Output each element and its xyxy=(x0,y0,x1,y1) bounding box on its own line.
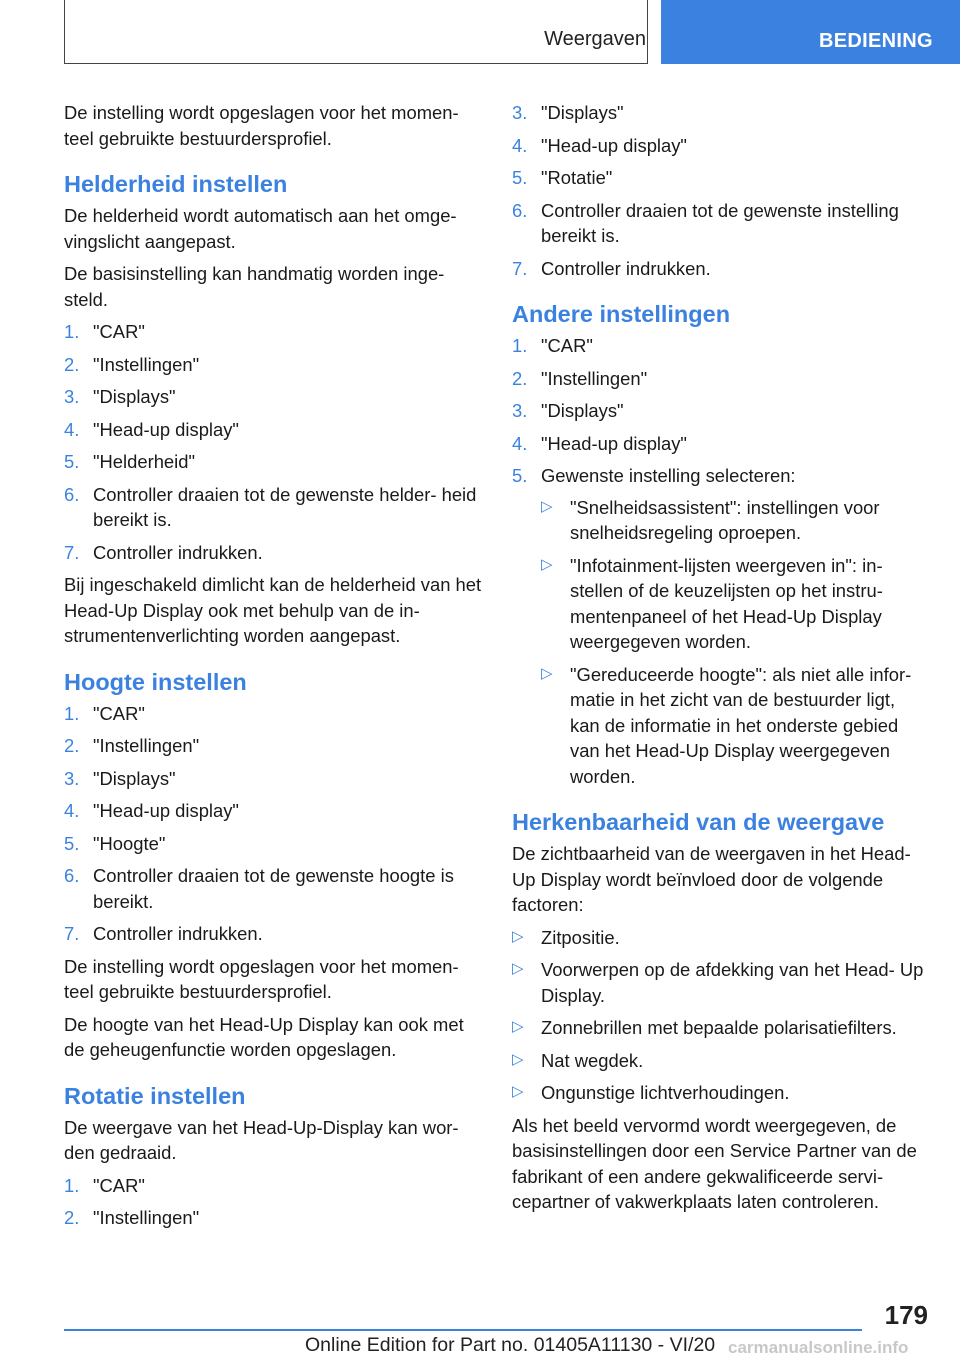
step-text: "Head-up display" xyxy=(93,800,239,821)
list-item xyxy=(64,701,482,727)
step-number: 2. xyxy=(64,735,80,756)
list-item xyxy=(64,733,482,759)
list-item xyxy=(64,417,482,443)
bullet-text: Voorwerpen op de afdekking van het Head- Up Display. xyxy=(541,959,924,1006)
step-number: 1. xyxy=(64,702,80,724)
step-number: 1. xyxy=(512,335,528,356)
other-settings-sub-bullets xyxy=(541,495,926,790)
watermark: carmanualsonline.info xyxy=(728,1338,909,1357)
step-number: 7. xyxy=(64,541,80,563)
brightness-steps xyxy=(64,319,482,565)
step-text: "Instellingen" xyxy=(93,1207,200,1228)
step-number: 7. xyxy=(64,923,80,944)
bullet-text: "Gereduceerde hoogte": als niet alle infor- matie in het zicht van de bestuurder ligt, kan de informatie in het onderste gebied van het Head-Up Display weergegeven worden. xyxy=(570,663,912,787)
step-text: "Instellingen" xyxy=(93,353,200,375)
bullet-text: "Snelheidsassistent": instellingen voor snelheidsregeling oproepen. xyxy=(570,496,880,543)
list-item xyxy=(512,398,926,424)
right-column xyxy=(512,100,926,1222)
bullet-text: Zonnebrillen met bepaalde polarisatiefilters. xyxy=(541,1017,897,1038)
list-item xyxy=(512,957,926,1008)
list-item xyxy=(512,333,926,359)
header-section-title: Weergaven xyxy=(544,28,646,50)
header-chapter-label: BEDIENING xyxy=(819,30,933,52)
bullet-text: "Infotainment-lijsten weergeven in": in- stellen of de keuzelijsten op het instru- mentenpaneel of het Head-Up Display weergegeven worden. xyxy=(570,554,883,652)
list-item xyxy=(64,831,482,857)
list-item xyxy=(64,1173,482,1199)
list-item xyxy=(512,256,926,282)
step-number: 4. xyxy=(64,418,80,440)
list-item xyxy=(64,319,482,345)
step-text: Controller draaien tot de gewenste hoogte is bereikt. xyxy=(93,865,454,912)
step-number: 5. xyxy=(512,167,528,188)
step-text: Gewenste instelling selecteren: xyxy=(541,465,796,486)
rotation-steps-start xyxy=(64,1173,482,1231)
step-number: 2. xyxy=(64,353,80,375)
visibility-bullets xyxy=(512,925,926,1106)
step-text: "Displays" xyxy=(541,400,624,421)
step-number: 5. xyxy=(64,451,80,472)
list-item xyxy=(64,921,482,947)
list-item xyxy=(64,798,482,824)
step-text: "Displays" xyxy=(93,767,176,789)
visibility-paragraph-1: De zichtbaarheid van de weergaven in het Head- Up Display wordt beïnvloed door de volgende factoren: xyxy=(512,843,911,915)
height-steps xyxy=(64,701,482,947)
step-number: 3. xyxy=(512,400,528,421)
step-text: "CAR" xyxy=(93,321,145,342)
list-item xyxy=(64,352,482,378)
step-number: 3. xyxy=(64,767,80,789)
brightness-heading: Helderheid instellen xyxy=(64,171,288,197)
step-number: 4. xyxy=(512,134,528,156)
list-item xyxy=(541,553,926,655)
list-item xyxy=(512,925,926,951)
list-item xyxy=(64,766,482,792)
brightness-paragraph-1: De helderheid wordt automatisch aan het omge- vingslicht aangepast. xyxy=(64,205,457,252)
step-text: "Head-up display" xyxy=(541,134,687,156)
list-item xyxy=(512,431,926,457)
triangle-bullet-icon: ▷ xyxy=(512,1083,524,1100)
height-paragraph-1: De instelling wordt opgeslagen voor het momen- teel gebruikte bestuurdersprofiel. xyxy=(64,955,459,1002)
height-paragraph-2: De hoogte van het Head-Up Display kan ook met de geheugenfunctie worden opgeslagen. xyxy=(64,1013,464,1060)
triangle-bullet-icon: ▷ xyxy=(512,1018,524,1035)
step-text: "Rotatie" xyxy=(541,167,613,188)
step-number: 5. xyxy=(64,832,80,854)
bullet-text: Nat wegdek. xyxy=(541,1049,644,1071)
rotation-steps-continued xyxy=(512,100,926,281)
step-text: "Instellingen" xyxy=(541,367,648,389)
step-text: Controller draaien tot de gewenste instelling bereikt is. xyxy=(541,199,899,246)
step-text: Controller draaien tot de gewenste helder- heid bereikt is. xyxy=(93,483,477,530)
footer-divider xyxy=(64,1329,862,1331)
step-text: "Instellingen" xyxy=(93,735,200,756)
step-number: 3. xyxy=(64,386,80,407)
triangle-bullet-icon: ▷ xyxy=(541,664,553,682)
bullet-text: Zitpositie. xyxy=(541,926,620,948)
step-number: 6. xyxy=(64,865,80,886)
step-text: "CAR" xyxy=(541,335,593,356)
step-text: "CAR" xyxy=(93,1174,145,1196)
step-number: 2. xyxy=(512,367,528,389)
page-number: 179 xyxy=(884,1300,928,1330)
list-item xyxy=(512,198,926,249)
list-item xyxy=(512,1015,926,1041)
list-item xyxy=(64,1205,482,1231)
list-item xyxy=(512,1048,926,1074)
step-number: 1. xyxy=(64,1174,80,1196)
step-number: 6. xyxy=(512,199,528,221)
triangle-bullet-icon: ▷ xyxy=(512,1050,524,1068)
bullet-text: Ongunstige lichtverhoudingen. xyxy=(541,1082,790,1103)
list-item xyxy=(64,384,482,410)
step-text: "Helderheid" xyxy=(93,451,196,472)
step-text: "Head-up display" xyxy=(541,432,687,454)
step-number: 6. xyxy=(64,483,80,505)
step-number: 7. xyxy=(512,257,528,279)
brightness-paragraph-3: Bij ingeschakeld dimlicht kan de helderheid van het Head-Up Display ook met behulp van de in- strumentenverlichting worden aangepast. xyxy=(64,574,482,646)
list-item xyxy=(512,133,926,159)
step-number: 5. xyxy=(512,465,528,486)
list-item xyxy=(512,100,926,126)
step-text: "Hoogte" xyxy=(93,832,166,854)
footer-edition-text: Online Edition for Part no. 01405A11130 - VI/20 xyxy=(305,1334,716,1356)
list-item xyxy=(64,540,482,566)
left-column xyxy=(64,100,482,1238)
step-text: "Displays" xyxy=(541,102,624,123)
step-text: "Head-up display" xyxy=(93,418,239,440)
triangle-bullet-icon: ▷ xyxy=(541,555,553,573)
intro-paragraph: De instelling wordt opgeslagen voor het momen- teel gebruikte bestuurdersprofiel. xyxy=(64,102,459,149)
step-text: Controller indrukken. xyxy=(93,541,263,563)
step-number: 4. xyxy=(64,800,80,821)
step-number: 3. xyxy=(512,102,528,123)
visibility-heading: Herkenbaarheid van de weergave xyxy=(512,809,885,835)
other-settings-heading: Andere instellingen xyxy=(512,301,731,327)
list-item xyxy=(541,495,926,546)
height-heading: Hoogte instellen xyxy=(64,668,247,695)
rotation-paragraph-1: De weergave van het Head-Up-Display kan wor- den gedraaid. xyxy=(64,1116,459,1163)
step-number: 2. xyxy=(64,1207,80,1228)
visibility-paragraph-2: Als het beeld vervormd wordt weergegeven, de basisinstellingen door een Service Partner van de fabrikant of een andere gekwalificeerde servi- cepartner of vakwerkplaats laten controleren. xyxy=(512,1114,917,1212)
step-text: Controller indrukken. xyxy=(93,923,263,944)
list-item xyxy=(64,482,482,533)
list-item xyxy=(512,463,926,789)
list-item xyxy=(512,366,926,392)
other-settings-steps xyxy=(512,333,926,789)
list-item xyxy=(541,662,926,790)
step-text: Controller indrukken. xyxy=(541,257,711,279)
step-text: "Displays" xyxy=(93,386,176,407)
step-number: 4. xyxy=(512,432,528,454)
list-item xyxy=(512,1080,926,1106)
list-item xyxy=(64,863,482,914)
step-number: 1. xyxy=(64,321,80,342)
list-item xyxy=(512,165,926,191)
brightness-paragraph-2: De basisinstelling kan handmatig worden inge- steld. xyxy=(64,263,445,310)
triangle-bullet-icon: ▷ xyxy=(512,960,524,977)
triangle-bullet-icon: ▷ xyxy=(512,927,524,945)
rotation-heading: Rotatie instellen xyxy=(64,1082,246,1109)
triangle-bullet-icon: ▷ xyxy=(541,497,553,515)
list-item xyxy=(64,449,482,475)
header-chapter-tab xyxy=(661,0,960,64)
step-text: "CAR" xyxy=(93,702,145,724)
